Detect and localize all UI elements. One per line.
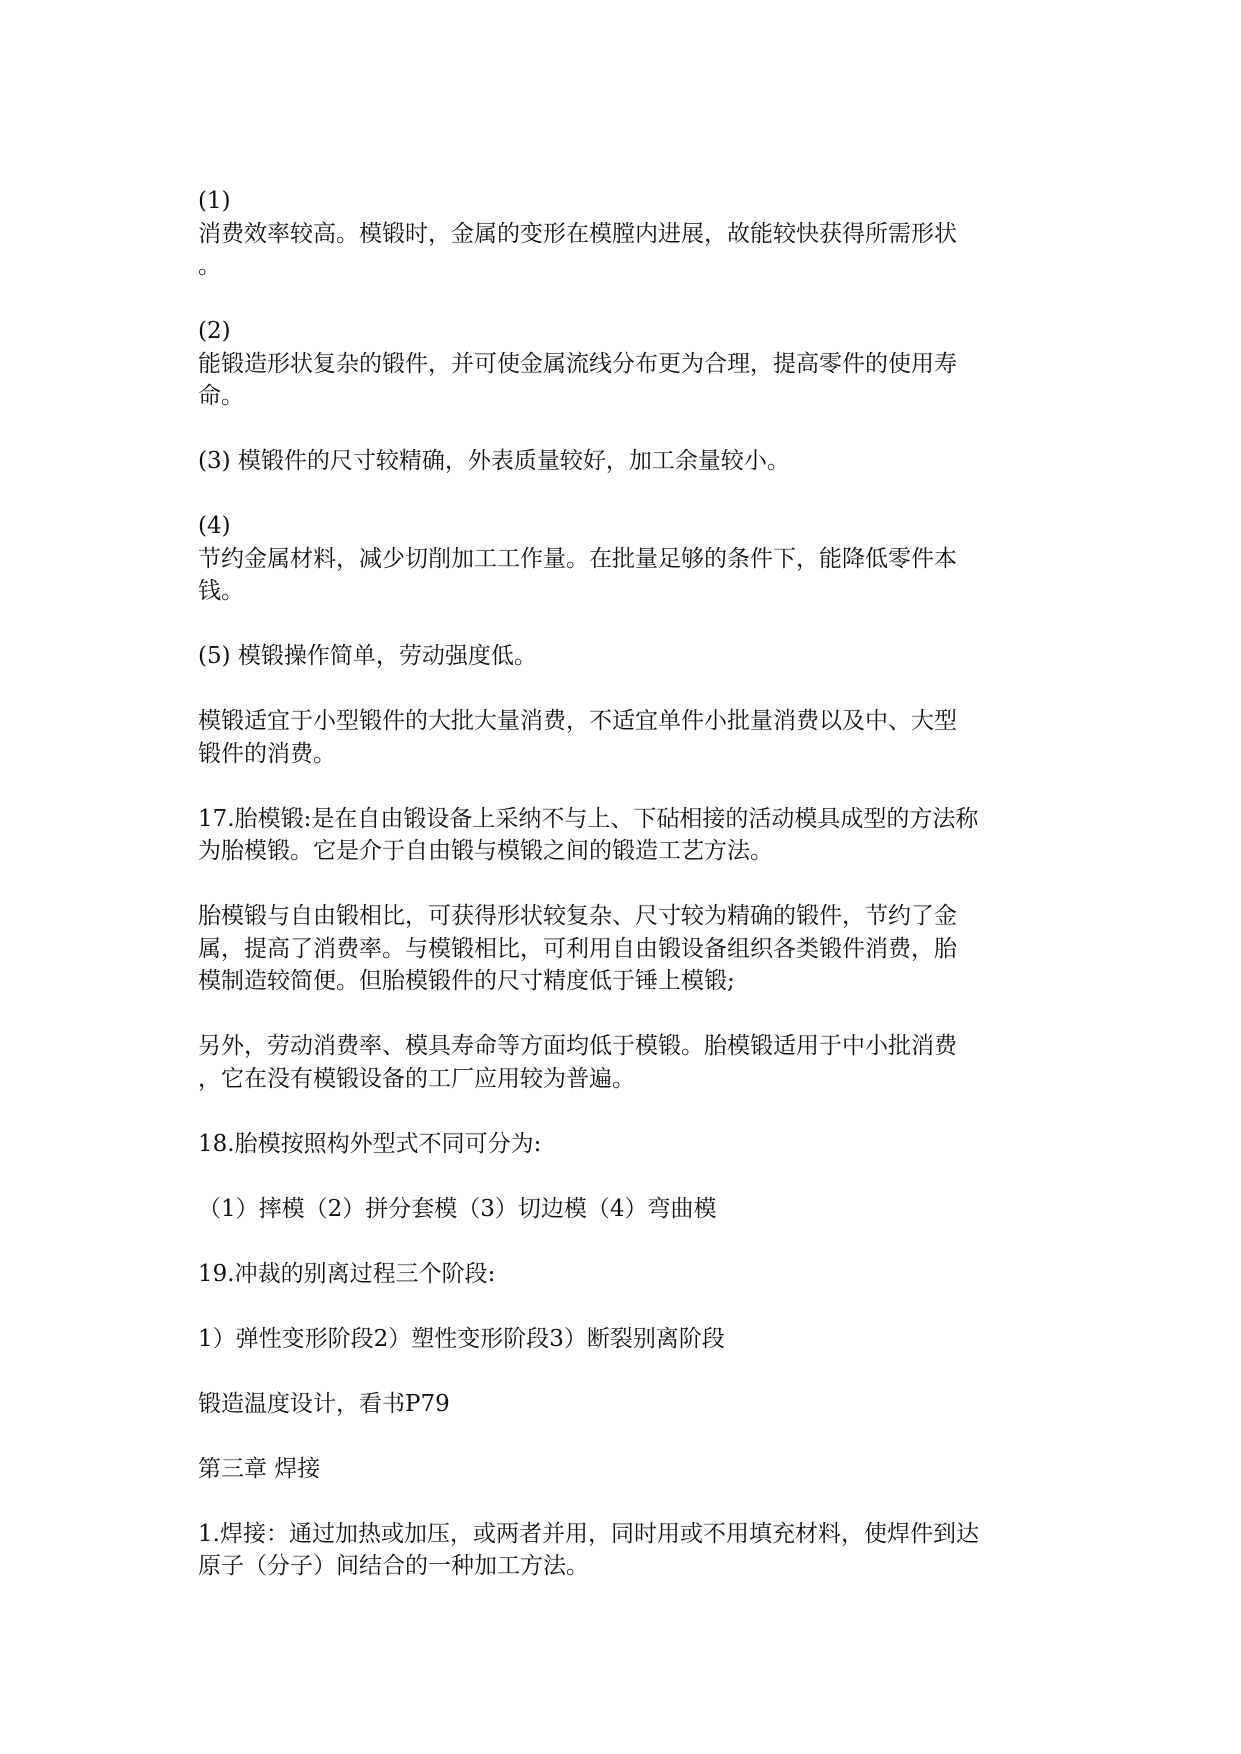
text-line: 为胎模锻。它是介于自由锻与模锻之间的锻造工艺方法。 <box>198 838 773 864</box>
text-line: 属，提高了消费率。与模锻相比，可利用自由锻设备组织各类锻件消费，胎 <box>198 935 957 962</box>
paragraph <box>198 1128 1058 1161</box>
text-line: (5) 模锻操作简单，劳动强度低。 <box>198 643 537 669</box>
text-line: (4) <box>198 513 231 539</box>
text-line: 能锻造形状复杂的锻件，并可使金属流线分布更为合理，提高零件的使用寿 <box>198 350 957 377</box>
text-line: 18.胎模按照构外型式不同可分为: <box>198 1130 542 1157</box>
text-line: 模锻适宜于小型锻件的大批大量消费，不适宜单件小批量消费以及中、大型 <box>198 708 957 734</box>
text-line: (2) <box>198 318 231 344</box>
section-heading <box>198 1453 1058 1486</box>
text-line: ，它在没有模锻设备的工厂应用较为普遍。 <box>198 1065 635 1092</box>
paragraph <box>198 640 1058 673</box>
text-line: 另外，劳动消费率、模具寿命等方面均低于模锻。胎模锻适用于中小批消费 <box>198 1033 957 1059</box>
text-line: 胎模锻与自由锻相比，可获得形状较复杂、尺寸较为精确的锻件，节约了金 <box>198 903 957 929</box>
text-line: 17.胎模锻:是在自由锻设备上采纳不与上、下砧相接的活动模具成型的方法称 <box>198 805 979 832</box>
text-line: (1) <box>198 188 231 214</box>
paragraph <box>198 1388 1058 1421</box>
text-line: 钱。 <box>198 578 244 604</box>
text-line: 节约金属材料，减少切削加工工作量。在批量足够的条件下，能降低零件本 <box>198 545 957 572</box>
paragraph <box>198 445 1058 478</box>
text-line: 消费效率较高。模锻时，金属的变形在模膛内进展，故能较快获得所需形状 <box>198 220 957 247</box>
text-line: (3) 模锻件的尺寸较精确，外表质量较好，加工余量较小。 <box>198 448 790 474</box>
text-line: 1.焊接：通过加热或加压，或两者并用，同时用或不用填充材料，使焊件到达 <box>198 1520 979 1547</box>
text-line: 1）弹性变形阶段2）塑性变形阶段3）断裂别离阶段 <box>198 1325 725 1352</box>
text-line: 第三章 焊接 <box>198 1455 321 1482</box>
text-line: 原子（分子）间结合的一种加工方法。 <box>198 1553 589 1579</box>
text-line: 模制造较简便。但胎模锻件的尺寸精度低于锤上模锻; <box>198 968 735 994</box>
paragraph <box>198 1030 1058 1095</box>
text-line: 锻造温度设计，看书P79 <box>198 1390 450 1417</box>
paragraph <box>198 1518 1058 1583</box>
document-body <box>198 185 1058 1615</box>
paragraph <box>198 803 1058 868</box>
paragraph <box>198 185 1058 283</box>
text-line: 。 <box>198 253 221 279</box>
text-line: （1）摔模（2）拼分套模（3）切边模（4）弯曲模 <box>198 1195 717 1222</box>
paragraph <box>198 315 1058 413</box>
paragraph <box>198 1323 1058 1356</box>
paragraph <box>198 900 1058 998</box>
text-line: 命。 <box>198 383 244 409</box>
text-line: 19.冲裁的别离过程三个阶段: <box>198 1260 496 1287</box>
text-line: 锻件的消费。 <box>198 740 336 767</box>
paragraph <box>198 1193 1058 1226</box>
paragraph <box>198 510 1058 608</box>
paragraph <box>198 1258 1058 1291</box>
paragraph <box>198 705 1058 770</box>
